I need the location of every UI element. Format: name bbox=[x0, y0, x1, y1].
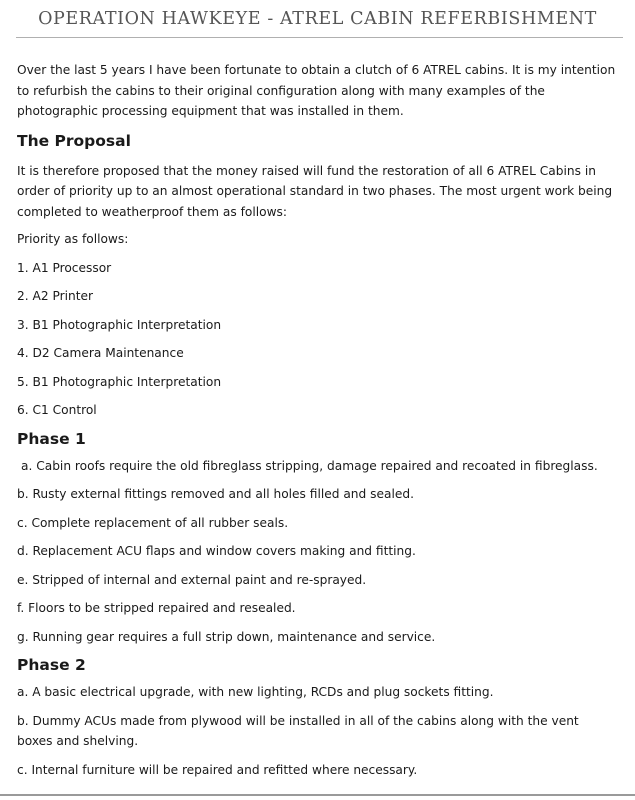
priority-item: 1. A1 Processor bbox=[17, 260, 112, 275]
phase2-heading: Phase 2 bbox=[17, 656, 86, 674]
phase1-item: a. Cabin roofs require the old fibreglass stripping, damage repaired and recoated in fibreglass. bbox=[21, 458, 598, 473]
phase1-item: b. Rusty external fittings removed and all holes filled and sealed. bbox=[17, 487, 414, 501]
title-divider bbox=[16, 37, 623, 38]
priority-intro: Priority as follows: bbox=[17, 232, 129, 246]
phase1-item: d. Replacement ACU flaps and window covers making and fitting. bbox=[17, 544, 416, 558]
priority-item: 2. A2 Printer bbox=[17, 289, 94, 303]
intro-paragraph: Over the last 5 years I have been fortunate to obtain a clutch of 6 ATREL cabins. It is my intention to refurbish the cabins to their original configuration along with many examples of the photographic processing equipment that was installed in them. bbox=[17, 63, 616, 118]
phase2-item: a. A basic electrical upgrade, with new lighting, RCDs and plug sockets fitting. bbox=[17, 685, 494, 699]
phase1-list bbox=[17, 456, 617, 648]
page-bottom-divider bbox=[0, 794, 635, 796]
priority-item: 3. B1 Photographic Interpretation bbox=[17, 317, 222, 332]
phase2-list bbox=[17, 682, 617, 780]
phase2-item: b. Dummy ACUs made from plywood will be installed in all of the cabins along with the vent boxes and shelving. bbox=[17, 713, 579, 748]
phase1-item: c. Complete replacement of all rubber seals. bbox=[17, 515, 289, 530]
proposal-paragraph: It is therefore proposed that the money raised will fund the restoration of all 6 ATREL Cabins in order of priority up to an almost operational standard in two phases. The most urgent work being completed to weatherproof them as follows: bbox=[17, 163, 613, 219]
phase1-item: e. Stripped of internal and external paint and re-sprayed. bbox=[17, 572, 367, 587]
phase1-item: g. Running gear requires a full strip down, maintenance and service. bbox=[17, 629, 436, 644]
phase2-item: c. Internal furniture will be repaired and refitted where necessary. bbox=[17, 762, 418, 777]
priority-item: 6. C1 Control bbox=[17, 403, 97, 417]
proposal-heading: The Proposal bbox=[17, 131, 131, 150]
priority-item: 5. B1 Photographic Interpretation bbox=[17, 374, 222, 389]
document-title: OPERATION HAWKEYE - ATREL CABIN REFERBISHMENT bbox=[38, 9, 597, 29]
phase1-item: f. Floors to be stripped repaired and resealed. bbox=[17, 601, 296, 615]
document-body bbox=[17, 60, 617, 788]
phase1-heading: Phase 1 bbox=[17, 429, 86, 448]
priority-item: 4. D2 Camera Maintenance bbox=[17, 346, 184, 360]
priority-list bbox=[17, 258, 617, 421]
